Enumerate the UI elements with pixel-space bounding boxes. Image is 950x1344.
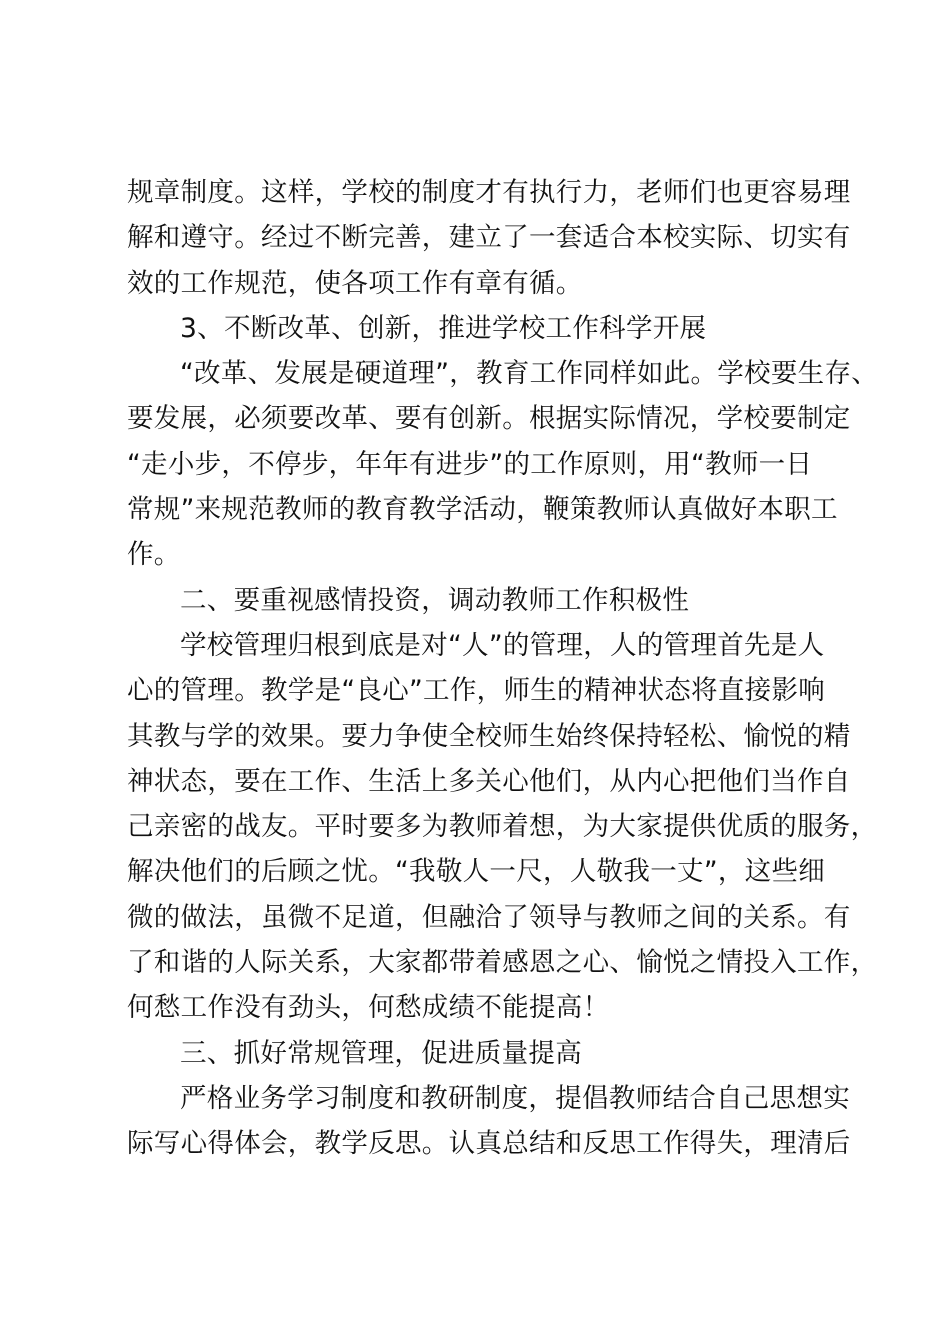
text-line: 何愁工作没有劲头，何愁成绩不能提高！	[127, 992, 610, 1024]
text-line: 规章制度。这样，学校的制度才有执行力，老师们也更容易理	[127, 177, 851, 208]
text-line: 微的做法，虽微不足道，但融洽了领导与教师之间的关系。有	[127, 901, 851, 933]
text-line: 其教与学的效果。要力争使全校师生始终保持轻松、愉悦的精	[127, 720, 851, 752]
paragraph-start-line: 严格业务学习制度和教研制度，提倡教师结合自己思想实	[180, 1082, 850, 1114]
text-line: 作。	[127, 539, 181, 571]
paragraph-start-line: 学校管理归根到底是对“人”的管理，人的管理首先是人	[180, 629, 825, 661]
text-line: “走小步，不停步，年年有进步”的工作原则，用“教师一日	[127, 448, 813, 480]
text-line: 己亲密的战友。平时要多为教师着想，为大家提供优质的服务，	[127, 811, 878, 843]
text-line: 解决他们的后顾之忧。“我敬人一尺，人敬我一丈”，这些细	[127, 856, 826, 888]
text-line: 心的管理。教学是“良心”工作，师生的精神状态将直接影响	[127, 675, 826, 707]
paragraph-start-line: “改革、发展是硬道理”，教育工作同样如此。学校要生存、	[180, 358, 879, 390]
text-line: 了和谐的人际关系，大家都带着感恩之心、愉悦之情投入工作，	[127, 947, 878, 979]
section-heading: 3、不断改革、创新，推进学校工作科学开展	[180, 312, 707, 344]
text-line: 常规”来规范教师的教育教学活动，鞭策教师认真做好本职工	[127, 494, 838, 526]
text-line: 要发展，必须要改革、要有创新。根据实际情况，学校要制定	[127, 403, 851, 435]
text-line: 效的工作规范，使各项工作有章有循。	[127, 267, 583, 299]
section-heading: 二、要重视感情投资，调动教师工作积极性	[180, 584, 690, 616]
text-line: 神状态，要在工作、生活上多关心他们，从内心把他们当作自	[127, 765, 851, 797]
document-body	[127, 170, 879, 1167]
text-line: 际写心得体会，教学反思。认真总结和反思工作得失，理清后	[127, 1128, 851, 1160]
text-line: 解和遵守。经过不断完善，建立了一套适合本校实际、切实有	[127, 222, 851, 254]
section-heading: 三、抓好常规管理，促进质量提高	[180, 1037, 582, 1069]
